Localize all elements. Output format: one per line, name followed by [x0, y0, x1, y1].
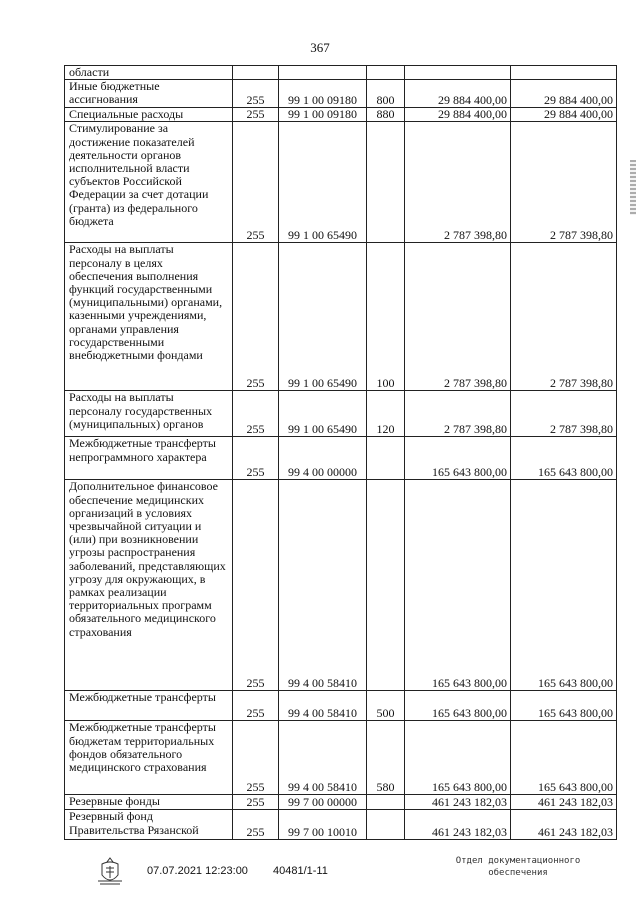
row-sum1-cell: 461 243 182,03 [405, 795, 511, 810]
row-sum1-cell: 165 643 800,00 [405, 437, 511, 480]
table-row [65, 437, 617, 480]
row-sum1-cell: 2 787 398,80 [405, 243, 511, 391]
table-row [65, 391, 617, 437]
document-number: 40481/1-11 [273, 865, 328, 877]
row-csr-cell: 99 1 00 65490 [279, 391, 367, 437]
row-sum2-cell [511, 66, 617, 80]
row-csr-cell [279, 66, 367, 80]
row-name-cell: Стимулирование за достижение показателей деятельности органов исполнительной власти субъектов Российской Федерации за счет дотации (гранта) из федерального бюджета [65, 122, 233, 243]
row-sum1-cell: 165 643 800,00 [405, 480, 511, 691]
row-name-cell: области [65, 66, 233, 80]
row-name-cell: Межбюджетные трансферты непрограммного характера [65, 437, 233, 480]
row-vr-cell [367, 66, 405, 80]
row-gr-cell [233, 66, 279, 80]
department-stamp [448, 855, 588, 879]
row-gr-cell: 255 [233, 795, 279, 810]
row-csr-cell: 99 1 00 09180 [279, 80, 367, 108]
row-sum2-cell: 2 787 398,80 [511, 243, 617, 391]
scan-edge-mark [630, 160, 636, 215]
row-name-cell: Межбюджетные трансферты бюджетам территориальных фондов обязательного медицинского страхования [65, 721, 233, 795]
row-gr-cell: 255 [233, 721, 279, 795]
row-csr-cell: 99 7 00 00000 [279, 795, 367, 810]
table-row [65, 80, 617, 108]
table-row [65, 108, 617, 122]
row-sum2-cell: 461 243 182,03 [511, 810, 617, 840]
row-name-cell: Межбюджетные трансферты [65, 691, 233, 721]
row-vr-cell: 100 [367, 243, 405, 391]
row-sum1-cell: 461 243 182,03 [405, 810, 511, 840]
table-row [65, 721, 617, 795]
row-sum2-cell: 29 884 400,00 [511, 108, 617, 122]
row-gr-cell: 255 [233, 691, 279, 721]
row-gr-cell: 255 [233, 480, 279, 691]
row-sum2-cell: 2 787 398,80 [511, 122, 617, 243]
row-sum1-cell: 165 643 800,00 [405, 691, 511, 721]
row-sum2-cell: 29 884 400,00 [511, 80, 617, 108]
coat-of-arms-icon [93, 855, 127, 889]
row-vr-cell [367, 795, 405, 810]
row-name-cell: Расходы на выплаты персоналу государственных (муниципальных) органов [65, 391, 233, 437]
row-name-cell: Специальные расходы [65, 108, 233, 122]
row-csr-cell: 99 1 00 65490 [279, 122, 367, 243]
row-gr-cell: 255 [233, 80, 279, 108]
row-vr-cell [367, 437, 405, 480]
table-row [65, 691, 617, 721]
row-sum2-cell: 461 243 182,03 [511, 795, 617, 810]
row-name-cell: Резервные фонды [65, 795, 233, 810]
row-csr-cell: 99 4 00 58410 [279, 721, 367, 795]
row-sum2-cell: 165 643 800,00 [511, 480, 617, 691]
table-row [65, 480, 617, 691]
row-vr-cell: 500 [367, 691, 405, 721]
row-vr-cell: 580 [367, 721, 405, 795]
row-vr-cell [367, 480, 405, 691]
table-row [65, 795, 617, 810]
row-vr-cell [367, 122, 405, 243]
row-gr-cell: 255 [233, 108, 279, 122]
row-csr-cell: 99 1 00 09180 [279, 108, 367, 122]
row-csr-cell: 99 7 00 10010 [279, 810, 367, 840]
table-row [65, 66, 617, 80]
row-gr-cell: 255 [233, 810, 279, 840]
row-gr-cell: 255 [233, 243, 279, 391]
row-gr-cell: 255 [233, 391, 279, 437]
row-vr-cell: 120 [367, 391, 405, 437]
row-csr-cell: 99 4 00 00000 [279, 437, 367, 480]
row-sum1-cell: 29 884 400,00 [405, 108, 511, 122]
table-row [65, 122, 617, 243]
row-sum2-cell: 2 787 398,80 [511, 391, 617, 437]
row-vr-cell: 880 [367, 108, 405, 122]
row-sum2-cell: 165 643 800,00 [511, 437, 617, 480]
row-gr-cell: 255 [233, 437, 279, 480]
row-sum2-cell: 165 643 800,00 [511, 691, 617, 721]
row-name-cell: Иные бюджетные ассигнования [65, 80, 233, 108]
row-sum1-cell: 2 787 398,80 [405, 122, 511, 243]
row-name-cell: Резервный фонд Правительства Рязанской [65, 810, 233, 840]
row-csr-cell: 99 4 00 58410 [279, 691, 367, 721]
page-footer [0, 855, 640, 895]
department-stamp-line2: обеспечения [488, 868, 548, 878]
table-row [65, 810, 617, 840]
row-sum1-cell: 29 884 400,00 [405, 80, 511, 108]
row-vr-cell [367, 810, 405, 840]
row-sum1-cell [405, 66, 511, 80]
table-row [65, 243, 617, 391]
department-stamp-line1: Отдел документационного [455, 856, 581, 866]
row-csr-cell: 99 1 00 65490 [279, 243, 367, 391]
row-name-cell: Дополнительное финансовое обеспечение медицинских организаций в условиях чрезвычайной ситуации и (или) при возникновении угрозы распространения заболеваний, представляющих угрозу для окружающих, в рамках реализации территориальных программ обязательного медицинского страхования [65, 480, 233, 691]
row-csr-cell: 99 4 00 58410 [279, 480, 367, 691]
row-vr-cell: 800 [367, 80, 405, 108]
row-gr-cell: 255 [233, 122, 279, 243]
row-sum1-cell: 2 787 398,80 [405, 391, 511, 437]
row-sum2-cell: 165 643 800,00 [511, 721, 617, 795]
timestamp: 07.07.2021 12:23:00 [147, 865, 248, 877]
budget-table [64, 65, 617, 840]
row-name-cell: Расходы на выплаты персоналу в целях обеспечения выполнения функций государственными (муниципальными) органами, казенными учреждениями, органами управления государственными внебюджетными фондами [65, 243, 233, 391]
row-sum1-cell: 165 643 800,00 [405, 721, 511, 795]
page-number: 367 [310, 40, 330, 55]
